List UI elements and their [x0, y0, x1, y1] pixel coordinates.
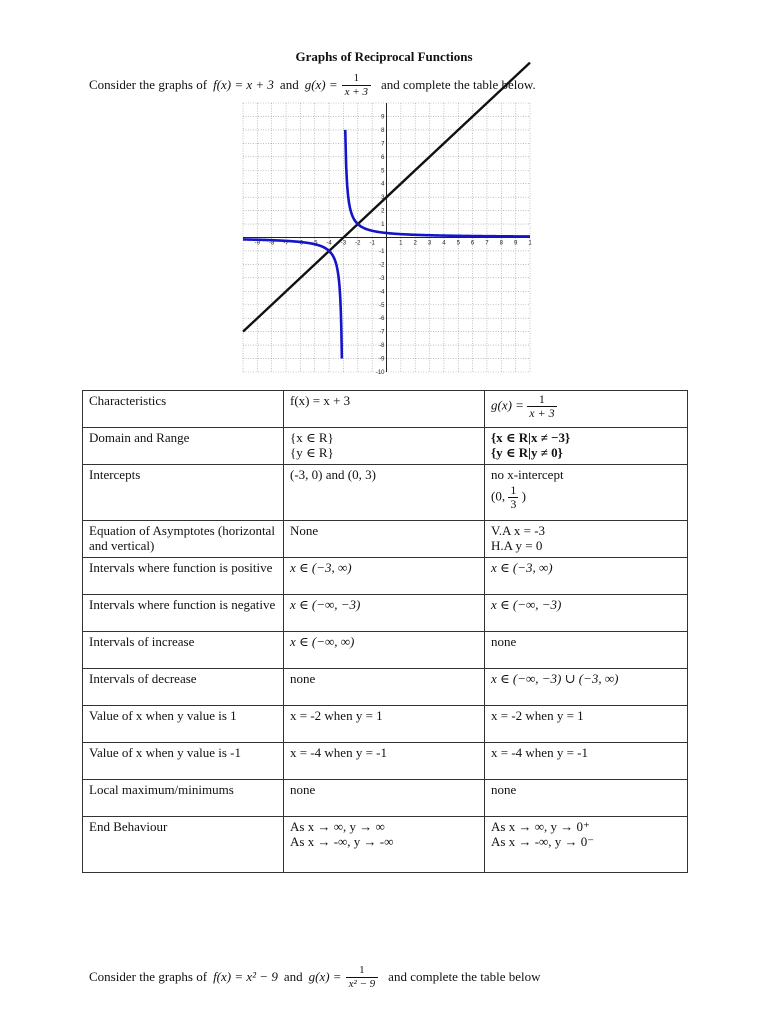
- y-tick-label: -3: [379, 275, 385, 282]
- table-row: [83, 465, 688, 521]
- intro2-prefix: Consider the graphs of: [89, 969, 208, 984]
- row-label: End Behaviour: [83, 817, 284, 873]
- g-header-left: g(x) =: [491, 397, 524, 413]
- table-row: [83, 632, 688, 669]
- x-tick-label: 2: [413, 240, 417, 247]
- f-cell: x = -2 when y = 1: [284, 706, 485, 743]
- g-cell: [485, 428, 688, 465]
- row-label: Value of x when y value is -1: [83, 743, 284, 780]
- x-tick-label: 8: [499, 240, 503, 247]
- f-cell: x ∈ (−3, ∞): [284, 558, 485, 595]
- f-domain: {x ∈ R}: [290, 430, 334, 445]
- f-cell: [284, 817, 485, 873]
- y-tick-label: 5: [381, 168, 385, 175]
- g-header-num: 1: [538, 392, 545, 406]
- table-row: [83, 669, 688, 706]
- g-cell: none: [485, 780, 688, 817]
- g-right-branch: [345, 127, 530, 237]
- table-row: [83, 706, 688, 743]
- table-row: [83, 558, 688, 595]
- y-tick-label: 4: [381, 181, 385, 188]
- g-y-intercept-fraction: [508, 484, 518, 511]
- f-end-behaviour-pos: As x → ∞, y → ∞: [290, 819, 385, 834]
- f-cell: None: [284, 521, 485, 558]
- g-y-intercept-right: ): [521, 488, 526, 504]
- y-tick-label: 2: [381, 208, 385, 215]
- y-tick-label: -8: [379, 343, 385, 350]
- g-end-behaviour-neg: As x → -∞, y → 0⁻: [491, 834, 595, 849]
- g-denominator: x + 3: [342, 85, 371, 99]
- row-label: Intervals where function is negative: [83, 595, 284, 632]
- f-cell: [284, 428, 485, 465]
- g2-denominator: x² − 9: [346, 977, 379, 991]
- row-label: Local maximum/minimums: [83, 780, 284, 817]
- f-cell: none: [284, 780, 485, 817]
- g-cell: [485, 465, 688, 521]
- y-tick-label: -2: [379, 262, 385, 269]
- intro-line-2: [89, 958, 541, 996]
- g-cell: [485, 521, 688, 558]
- g-fraction: [342, 72, 371, 99]
- g-left: g(x) =: [304, 77, 338, 92]
- table-row: [83, 817, 688, 873]
- y-tick-label: 8: [381, 127, 385, 134]
- g-cell: x = -2 when y = 1: [485, 706, 688, 743]
- y-tick-label: 7: [381, 141, 385, 148]
- g-y-intercept-den: 3: [510, 497, 517, 511]
- g2-numerator: 1: [359, 963, 365, 976]
- y-tick-label: 6: [381, 154, 385, 161]
- g-cell: [485, 817, 688, 873]
- y-tick-label: -5: [379, 302, 385, 309]
- g2-left: g(x) =: [308, 969, 342, 984]
- f-cell: x ∈ (−∞, ∞): [284, 632, 485, 669]
- g-horizontal-asymptote: H.A y = 0: [491, 538, 543, 553]
- y-tick-label: -10: [375, 370, 385, 376]
- table-row: [83, 780, 688, 817]
- f-expression: f(x) = x + 3: [213, 77, 274, 92]
- x-tick-label: 4: [442, 240, 446, 247]
- and-word: and: [279, 77, 299, 92]
- x-tick-label: -5: [312, 240, 318, 247]
- x-tick-label: -9: [254, 240, 261, 247]
- x-tick-label: 7: [485, 240, 489, 247]
- row-label: Equation of Asymptotes (horizontal and vertical): [83, 521, 284, 558]
- x-tick-label: -2: [355, 240, 361, 247]
- x-tick-label: -3: [340, 240, 347, 247]
- f2-expression: f(x) = x² − 9: [213, 969, 278, 984]
- table-row: [83, 595, 688, 632]
- intro-prefix: Consider the graphs of: [89, 77, 208, 92]
- g-range: {y ∈ R|y ≠ 0}: [491, 445, 563, 460]
- x-tick-label: -8: [269, 240, 275, 247]
- x-tick-label: 1: [399, 240, 403, 247]
- x-tick-label: 9: [513, 240, 518, 247]
- row-label: Value of x when y value is 1: [83, 706, 284, 743]
- characteristics-table: [82, 390, 688, 873]
- g-cell: x ∈ (−∞, −3): [485, 595, 688, 632]
- row-label: Domain and Range: [83, 428, 284, 465]
- g-cell: x = -4 when y = -1: [485, 743, 688, 780]
- x-tick-label: 3: [427, 240, 432, 247]
- x-tick-label: -7: [283, 240, 289, 247]
- g-header-fraction: [527, 393, 556, 420]
- y-tick-label: -1: [379, 248, 385, 255]
- y-tick-label: 3: [381, 195, 385, 202]
- y-tick-label: 9: [381, 114, 385, 121]
- page-title: Graphs of Reciprocal Functions: [295, 49, 473, 64]
- y-tick-label: -9: [379, 356, 385, 363]
- g-left-branch: [243, 239, 342, 358]
- y-tick-label: 1: [381, 222, 385, 229]
- g-y-intercept-left: (0,: [491, 488, 506, 504]
- g-cell: none: [485, 632, 688, 669]
- f-end-behaviour-neg: As x → -∞, y → -∞: [290, 834, 394, 849]
- g-vertical-asymptote: V.A x = -3: [491, 523, 546, 538]
- g-cell: x ∈ (−∞, −3) ∪ (−3, ∞): [485, 669, 688, 706]
- intro-suffix: and complete the table below.: [380, 77, 536, 92]
- f-cell: none: [284, 669, 485, 706]
- y-tick-label: -4: [379, 289, 385, 296]
- x-tick-label: -1: [369, 240, 375, 247]
- g-end-behaviour-pos: As x → ∞, y → 0⁺: [491, 819, 590, 834]
- g-header-den: x + 3: [529, 406, 555, 420]
- graph-tick-labels: [255, 114, 533, 376]
- g2-fraction: [346, 964, 379, 991]
- x-tick-label: 5: [456, 240, 460, 247]
- f-cell: (-3, 0) and (0, 3): [284, 465, 485, 521]
- row-label: Characteristics: [83, 391, 284, 428]
- row-label: Intervals of increase: [83, 632, 284, 669]
- table-row: [83, 391, 688, 428]
- x-tick-label: -6: [297, 240, 304, 247]
- intro2-suffix: and complete the table below: [388, 969, 541, 984]
- table-row: [83, 428, 688, 465]
- and2-word: and: [283, 969, 303, 984]
- y-tick-label: -7: [379, 329, 385, 336]
- g-y-intercept-num: 1: [510, 483, 517, 497]
- x-tick-label: 1: [528, 240, 532, 247]
- g-cell: x ∈ (−3, ∞): [485, 558, 688, 595]
- g-no-x-intercept: no x-intercept: [491, 467, 564, 482]
- table-row: [83, 743, 688, 780]
- f-cell: f(x) = x + 3: [284, 391, 485, 428]
- g-domain: {x ∈ R|x ≠ −3}: [491, 430, 571, 445]
- y-tick-label: -6: [379, 316, 385, 323]
- x-tick-label: -4: [326, 240, 332, 247]
- row-label: Intervals where function is positive: [83, 558, 284, 595]
- f-range: {y ∈ R}: [290, 445, 334, 460]
- row-label: Intercepts: [83, 465, 284, 521]
- f-cell: x = -4 when y = -1: [284, 743, 485, 780]
- g-cell: [485, 391, 688, 428]
- table-row: [83, 521, 688, 558]
- row-label: Intervals of decrease: [83, 669, 284, 706]
- g-numerator: 1: [353, 71, 360, 84]
- x-tick-label: 6: [470, 240, 475, 247]
- intro-line-1: [89, 68, 536, 102]
- g-y-intercept: [491, 484, 681, 511]
- f-cell: x ∈ (−∞, −3): [284, 595, 485, 632]
- reciprocal-graph: [243, 103, 532, 376]
